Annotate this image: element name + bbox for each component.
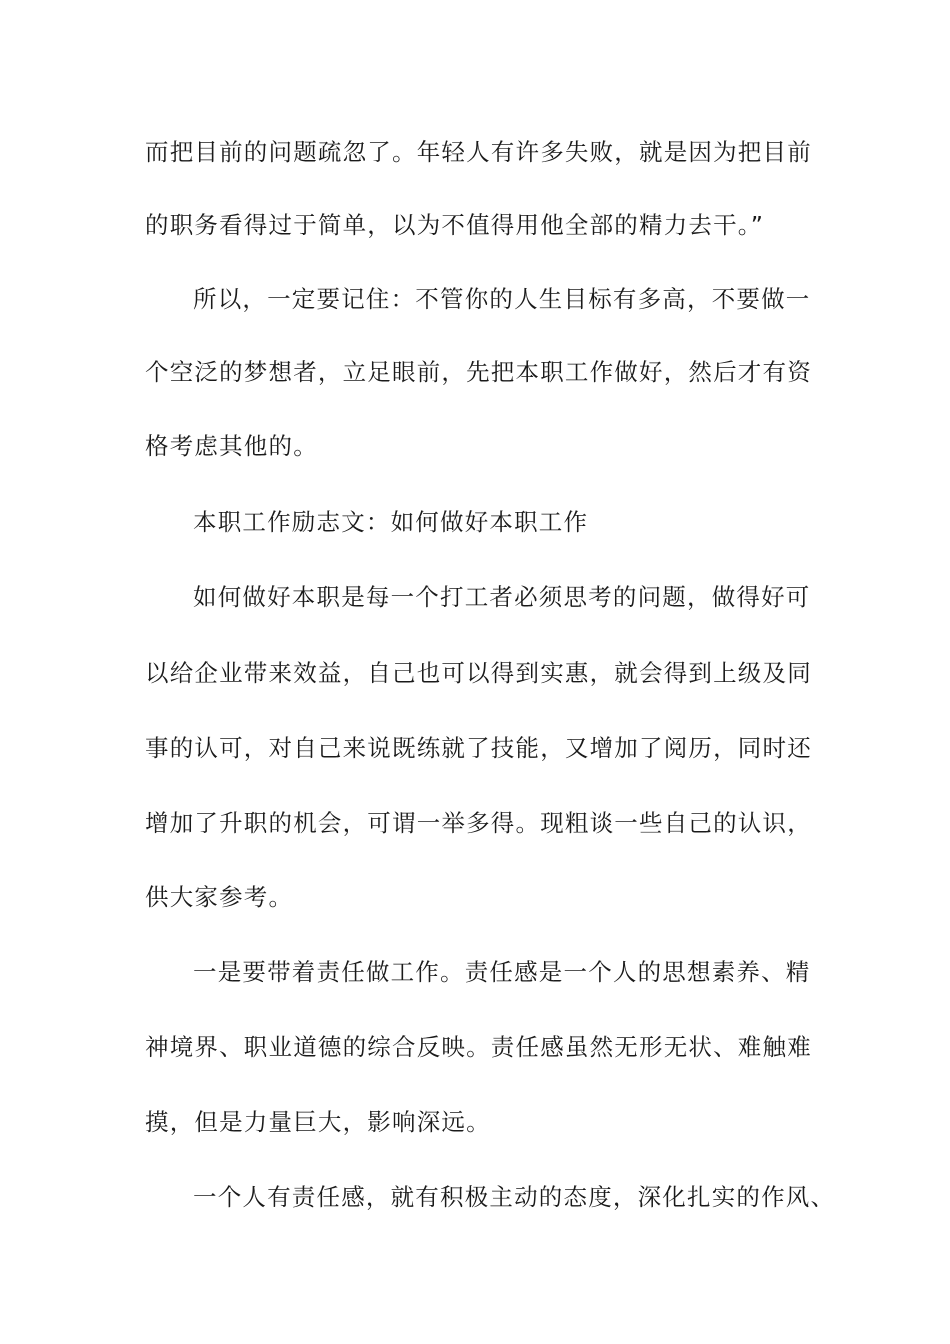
paragraph-start: 一个人有责任感，就有积极主动的态度，深化扎实的作风、 [193,1183,836,1211]
text-line: 供大家参考。 [145,883,294,911]
paragraph-start: 所以，一定要记住：不管你的人生目标有多高，不要做一 [193,285,811,313]
paragraph-start: 一是要带着责任做工作。责任感是一个人的思想素养、精 [193,958,811,986]
text-line: 的职务看得过于简单，以为不值得用他全部的精力去干。” [145,211,765,239]
text-line: 格考虑其他的。 [145,432,318,460]
paragraph-start: 如何做好本职是每一个打工者必须思考的问题，做得好可 [193,583,811,611]
text-line: 而把目前的问题疏忽了。年轻人有许多失败，就是因为把目前 [145,138,812,166]
text-line: 以给企业带来效益，自己也可以得到实惠，就会得到上级及同 [145,659,812,687]
text-line: 摸，但是力量巨大，影响深远。 [145,1108,491,1136]
text-line: 神境界、职业道德的综合反映。责任感虽然无形无状、难触难 [145,1033,812,1061]
text-line: 个空泛的梦想者，立足眼前，先把本职工作做好，然后才有资 [145,358,812,386]
text-line: 事的认可，对自己来说既练就了技能，又增加了阅历，同时还 [145,734,812,762]
section-heading: 本职工作励志文：如何做好本职工作 [193,508,589,536]
text-line: 增加了升职的机会，可谓一举多得。现粗谈一些自己的认识， [145,809,812,837]
